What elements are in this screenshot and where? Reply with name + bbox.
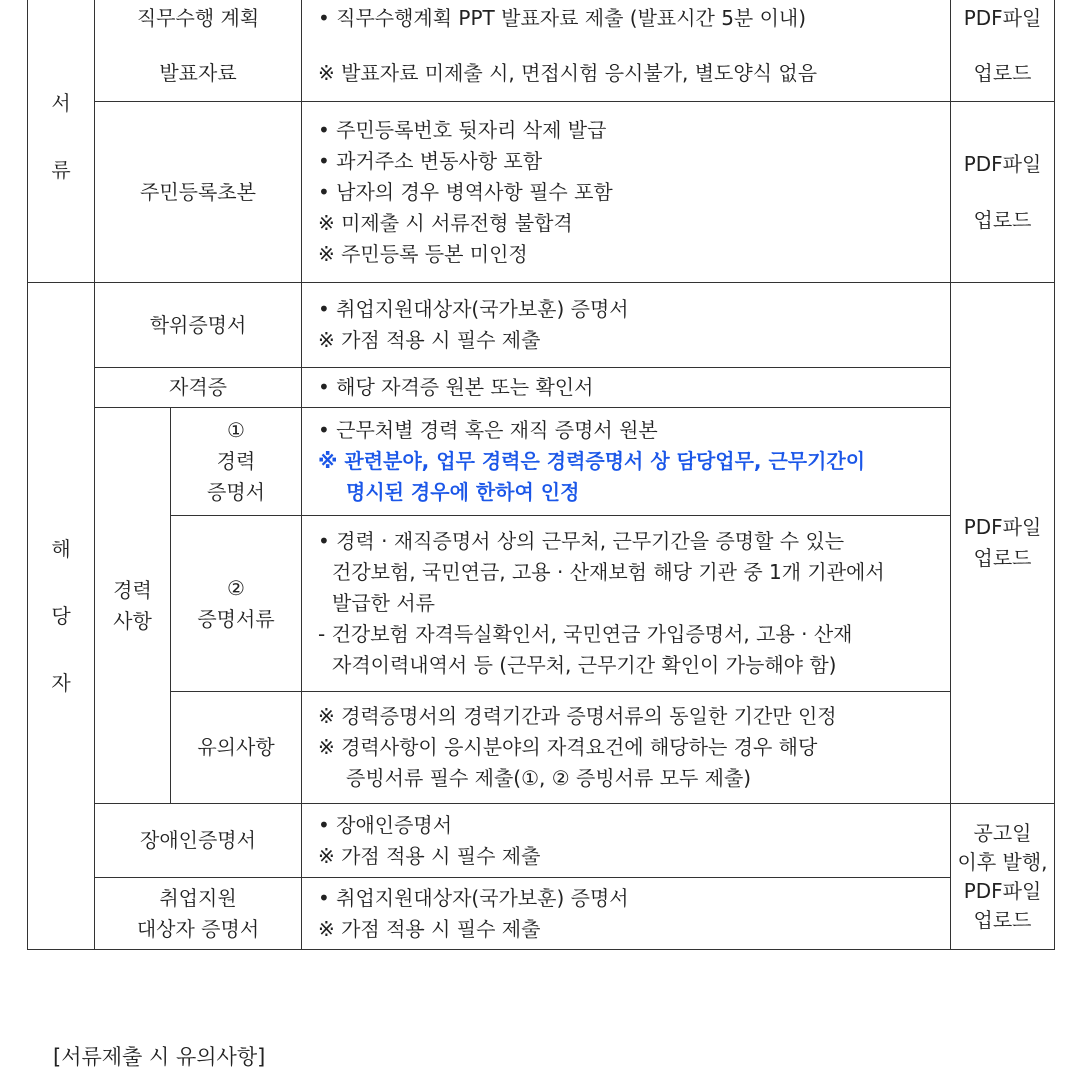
- row-degree-content-line: ※ 가점 적용 시 필수 제출: [318, 328, 541, 352]
- row-plan-content: [302, 0, 951, 102]
- row-resident-content-line: ※ 주민등록 등본 미인정: [318, 241, 528, 266]
- row-plan-name-line: 발표자료: [159, 61, 237, 85]
- row-resident-name: 주민등록초본: [95, 102, 302, 283]
- row-resident-submit-line: PDF파일: [963, 152, 1042, 176]
- row-license-name: 자격증: [95, 368, 302, 408]
- row-career-group-line: 사항: [113, 608, 152, 633]
- group-applicable: [28, 283, 95, 950]
- row-resident-submit: [951, 102, 1055, 283]
- row-degree-name: 학위증명서: [95, 283, 302, 368]
- row-group-submit-line: 업로드: [973, 546, 1032, 570]
- row-resident-content-line: ※ 미제출 시 서류전형 불합격: [318, 210, 573, 235]
- row-plan-name-line: 직무수행 계획: [136, 6, 260, 30]
- row-career-cert-content: [302, 408, 951, 516]
- row-career-cert-name-line: ①: [227, 418, 245, 442]
- row-disability-name: 장애인증명서: [95, 804, 302, 878]
- row-career-cert-highlight: ※ 관련분야, 업무 경력은 경력증명서 상 담당업무, 근무기간이: [318, 449, 866, 473]
- row-career-proof-content-line: • 경력 · 재직증명서 상의 근무처, 근무기간을 증명할 수 있는: [318, 529, 845, 553]
- document-requirements-table: [27, 0, 1055, 950]
- row-career-proof-content: [302, 516, 951, 692]
- row-plan-name: [95, 0, 302, 102]
- row-career-group: [95, 408, 171, 804]
- row-career-notice-content-line: ※ 경력사항이 응시분야의 자격요건에 해당하는 경우 해당: [318, 735, 818, 759]
- row-career-proof-content-line: 자격이력내역서 등 (근무처, 근무기간 확인이 가능해야 함): [332, 653, 837, 677]
- row-career-notice-content-line: ※ 경력증명서의 경력기간과 증명서류의 동일한 기간만 인정: [318, 704, 837, 728]
- row-resident-content-line: • 남자의 경우 병역사항 필수 포함: [318, 179, 613, 204]
- row-group-submit: [951, 283, 1055, 804]
- row-last-submit-line: 공고일: [973, 820, 1032, 845]
- row-last-submit-line: 업로드: [973, 907, 1032, 932]
- group-applicable-char: 해: [51, 536, 71, 561]
- row-career-cert-name-line: 경력: [216, 449, 256, 473]
- row-employment-content-line: ※ 가점 적용 시 필수 제출: [318, 916, 541, 941]
- row-career-group-line: 경력: [113, 577, 152, 602]
- row-career-proof-content-line: 발급한 서류: [332, 591, 435, 615]
- row-career-proof-name-line: 증명서류: [197, 606, 275, 631]
- row-plan-submit: [951, 0, 1055, 102]
- row-career-proof-content-line: 건강보험, 국민연금, 고용 · 산재보험 해당 기관 중 1개 기관에서: [332, 560, 885, 584]
- row-resident-submit-line: 업로드: [973, 208, 1032, 232]
- row-employment-name-line: 대상자 증명서: [136, 916, 260, 941]
- group-applicable-char: 자: [51, 670, 71, 695]
- group-documents: [28, 0, 95, 283]
- row-degree-content-line: • 취업지원대상자(국가보훈) 증명서: [318, 297, 629, 321]
- row-plan-content-line: ※ 발표자료 미제출 시, 면접시험 응시불가, 별도양식 없음: [318, 61, 818, 85]
- row-plan-content-line: • 직무수행계획 PPT 발표자료 제출 (발표시간 5분 이내): [318, 6, 807, 30]
- row-last-submit-line: PDF파일: [963, 878, 1042, 903]
- row-career-cert-name: [171, 408, 302, 516]
- row-resident-content-line: • 과거주소 변동사항 포함: [318, 148, 543, 173]
- row-disability-content-line: • 장애인증명서: [318, 812, 453, 837]
- row-plan-submit-line: 업로드: [973, 61, 1032, 85]
- row-career-proof-name: [171, 516, 302, 692]
- row-disability-content: [302, 804, 951, 878]
- row-resident-content: [302, 102, 951, 283]
- submission-notice-heading: [서류제출 시 유의사항]: [53, 1045, 266, 1069]
- row-last-submit-line: 이후 발행,: [957, 849, 1048, 874]
- group-documents-char: 류: [51, 157, 71, 182]
- row-career-proof-name-line: ②: [227, 575, 245, 600]
- row-career-notice-name: 유의사항: [171, 692, 302, 804]
- row-career-cert-name-line: 증명서: [207, 480, 265, 504]
- row-resident-content-line: • 주민등록번호 뒷자리 삭제 발급: [318, 117, 607, 142]
- row-plan-submit-line: PDF파일: [963, 6, 1042, 30]
- row-career-notice-content-line: 증빙서류 필수 제출(①, ② 증빙서류 모두 제출): [346, 766, 752, 790]
- row-employment-name-line: 취업지원: [159, 885, 237, 910]
- row-employment-content-line: • 취업지원대상자(국가보훈) 증명서: [318, 885, 629, 910]
- row-degree-content: [302, 283, 951, 368]
- row-employment-content: [302, 878, 951, 950]
- row-career-proof-content-line: - 건강보험 자격득실확인서, 국민연금 가입증명서, 고용 · 산재: [318, 622, 853, 646]
- row-license-content: • 해당 자격증 원본 또는 확인서: [302, 368, 951, 408]
- row-group-submit-line: PDF파일: [963, 515, 1042, 539]
- group-documents-char: 서: [51, 90, 71, 115]
- row-last-submit: [951, 804, 1055, 950]
- row-disability-content-line: ※ 가점 적용 시 필수 제출: [318, 843, 541, 868]
- row-career-notice-content: [302, 692, 951, 804]
- row-employment-name: [95, 878, 302, 950]
- row-career-cert-content-line: • 근무처별 경력 혹은 재직 증명서 원본: [318, 418, 658, 442]
- group-applicable-char: 당: [51, 603, 71, 628]
- row-career-cert-highlight: 명시된 경우에 한하여 인정: [346, 480, 580, 504]
